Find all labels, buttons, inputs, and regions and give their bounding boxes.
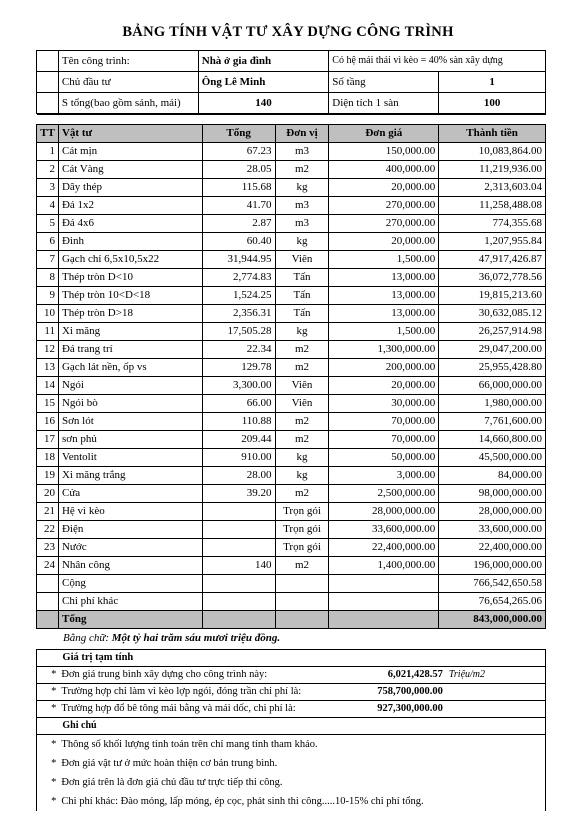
row-amount[interactable]: 1,207,955.84 — [439, 233, 546, 251]
floor-area-label: Diện tích 1 sàn — [329, 93, 439, 114]
row-price[interactable]: 270,000.00 — [329, 197, 439, 215]
row-item[interactable]: Xi măng trắng — [58, 467, 202, 485]
row-amount[interactable]: 28,000,000.00 — [439, 503, 546, 521]
other-costs-row — [37, 593, 546, 611]
row-price[interactable]: 400,000.00 — [329, 161, 439, 179]
row-item[interactable]: Cửa — [58, 485, 202, 503]
row-item[interactable]: Ventolit — [58, 449, 202, 467]
notes-lines — [37, 735, 546, 812]
row-number: 24 — [37, 557, 59, 575]
info-row-owner — [37, 72, 546, 93]
row-qty[interactable] — [202, 539, 275, 557]
row-qty[interactable]: 115.68 — [202, 179, 275, 197]
row-amount[interactable]: 25,955,428.80 — [439, 359, 546, 377]
row-price[interactable]: 150,000.00 — [329, 143, 439, 161]
row-amount[interactable]: 19,815,213.60 — [439, 287, 546, 305]
bullet-star: * — [37, 754, 59, 773]
estimate-text: Trường hợp chỉ làm vì kèo lợp ngói, đóng trần chi phí là: — [58, 684, 338, 701]
row-unit[interactable]: m3 — [275, 143, 329, 161]
row-item[interactable]: Gạch chỉ 6,5x10,5x22 — [58, 251, 202, 269]
row-amount[interactable]: 36,072,778.56 — [439, 269, 546, 287]
table-row — [37, 305, 546, 323]
row-unit[interactable]: m2 — [275, 413, 329, 431]
row-item[interactable]: Gạch lát nền, ốp vs — [58, 359, 202, 377]
row-price[interactable]: 28,000,000.00 — [329, 503, 439, 521]
page-title: BẢNG TÍNH VẬT TƯ XÂY DỰNG CÔNG TRÌNH — [122, 24, 454, 40]
row-number: 9 — [37, 287, 59, 305]
row-qty[interactable]: 39.20 — [202, 485, 275, 503]
bullet-star: * — [37, 701, 59, 718]
row-item[interactable]: Thép tròn D>18 — [58, 305, 202, 323]
table-row — [37, 323, 546, 341]
table-row — [37, 179, 546, 197]
table-row — [37, 251, 546, 269]
row-number: 17 — [37, 431, 59, 449]
col-qty: Tổng — [202, 125, 275, 143]
col-tt: TT — [37, 125, 59, 143]
row-item[interactable]: Đinh — [58, 233, 202, 251]
spacer-row — [37, 115, 546, 125]
row-qty[interactable] — [202, 503, 275, 521]
row-number: 13 — [37, 359, 59, 377]
notes-header — [37, 718, 546, 735]
row-price[interactable]: 2,500,000.00 — [329, 485, 439, 503]
row-item[interactable]: Điện — [58, 521, 202, 539]
row-unit[interactable]: Trọn gói — [275, 503, 329, 521]
note-text: Thông số khối lượng tính toán trên chỉ mang tính tham khảo. — [58, 735, 545, 755]
row-amount[interactable]: 98,000,000.00 — [439, 485, 546, 503]
row-number: 19 — [37, 467, 59, 485]
table-row — [37, 557, 546, 575]
bullet-star: * — [37, 773, 59, 792]
note-text: Đơn giá vật tư ở mức hoàn thiện cơ bản trung bình. — [58, 754, 545, 773]
row-price[interactable]: 70,000.00 — [329, 413, 439, 431]
project-name-value[interactable]: Nhà ở gia đình — [198, 51, 329, 72]
row-unit[interactable]: m2 — [275, 161, 329, 179]
table-row — [37, 467, 546, 485]
row-price[interactable]: 20,000.00 — [329, 179, 439, 197]
row-item[interactable]: Thép tròn D<10 — [58, 269, 202, 287]
row-unit[interactable]: Tấn — [275, 287, 329, 305]
row-item[interactable]: sơn phủ — [58, 431, 202, 449]
row-item[interactable]: Cát mịn — [58, 143, 202, 161]
table-row — [37, 161, 546, 179]
row-amount[interactable]: 30,632,085.12 — [439, 305, 546, 323]
row-number: 12 — [37, 341, 59, 359]
table-row — [37, 521, 546, 539]
row-number: 5 — [37, 215, 59, 233]
words-value: Một tỷ hai trăm sáu mươi triệu đồng. — [111, 632, 281, 644]
row-qty[interactable] — [202, 521, 275, 539]
row-price[interactable]: 13,000.00 — [329, 287, 439, 305]
table-row — [37, 485, 546, 503]
total-area-value[interactable]: 140 — [198, 93, 329, 114]
row-qty[interactable]: 28.05 — [202, 161, 275, 179]
project-name-label: Tên công trình: — [58, 51, 198, 72]
row-item[interactable]: Ngói bò — [58, 395, 202, 413]
row-price[interactable]: 270,000.00 — [329, 215, 439, 233]
row-number: 15 — [37, 395, 59, 413]
owner-value[interactable]: Ông Lê Minh — [198, 72, 329, 93]
estimate-line — [37, 667, 546, 684]
row-price[interactable]: 20,000.00 — [329, 377, 439, 395]
row-number: 22 — [37, 521, 59, 539]
col-item: Vật tư — [58, 125, 202, 143]
table-row — [37, 377, 546, 395]
info-row-project — [37, 51, 546, 72]
row-amount[interactable]: 196,000,000.00 — [439, 557, 546, 575]
row-amount[interactable]: 11,258,488.08 — [439, 197, 546, 215]
row-amount[interactable]: 84,000.00 — [439, 467, 546, 485]
row-item[interactable]: Sơn lót — [58, 413, 202, 431]
row-number: 16 — [37, 413, 59, 431]
row-qty[interactable]: 66.00 — [202, 395, 275, 413]
info-row-area — [37, 93, 546, 114]
row-amount[interactable]: 10,083,864.00 — [439, 143, 546, 161]
row-amount[interactable]: 2,313,603.04 — [439, 179, 546, 197]
row-price[interactable]: 13,000.00 — [329, 269, 439, 287]
estimate-text: Trường hợp đổ bê tông mái bằng và mái dốc, chi phí là: — [58, 701, 338, 718]
row-amount[interactable]: 26,257,914.98 — [439, 323, 546, 341]
row-qty[interactable]: 129.78 — [202, 359, 275, 377]
amount-in-words — [63, 632, 280, 644]
row-qty[interactable]: 17,505.28 — [202, 323, 275, 341]
row-price[interactable]: 1,500.00 — [329, 323, 439, 341]
row-number: 11 — [37, 323, 59, 341]
row-unit[interactable]: m2 — [275, 431, 329, 449]
row-qty[interactable]: 110.88 — [202, 413, 275, 431]
row-item[interactable]: Thép tròn 10<D<18 — [58, 287, 202, 305]
row-unit[interactable]: m2 — [275, 359, 329, 377]
row-price[interactable]: 200,000.00 — [329, 359, 439, 377]
table-row — [37, 359, 546, 377]
floors-label: Số tầng — [329, 72, 439, 93]
row-item[interactable]: Cát Vàng — [58, 161, 202, 179]
row-number: 18 — [37, 449, 59, 467]
row-item[interactable]: Dây thép — [58, 179, 202, 197]
row-amount[interactable]: 14,660,800.00 — [439, 431, 546, 449]
row-unit[interactable]: Trọn gói — [275, 539, 329, 557]
total-area-label: S tổng(bao gồm sảnh, mái) — [58, 93, 198, 114]
row-item[interactable]: Đá 4x6 — [58, 215, 202, 233]
row-qty[interactable]: 910.00 — [202, 449, 275, 467]
row-item[interactable]: Hệ vì kèo — [58, 503, 202, 521]
bullet-star: * — [37, 792, 59, 811]
estimate-lines — [37, 667, 546, 718]
row-unit[interactable]: m2 — [275, 341, 329, 359]
other-costs-value[interactable]: 76,654,265.06 — [439, 593, 546, 611]
row-qty[interactable]: 67.23 — [202, 143, 275, 161]
bullet-star: * — [37, 735, 59, 755]
subtotal-value[interactable]: 766,542,650.58 — [439, 575, 546, 593]
table-row — [37, 431, 546, 449]
table-row — [37, 413, 546, 431]
subtotal-row — [37, 575, 546, 593]
row-number: 6 — [37, 233, 59, 251]
owner-label: Chủ đầu tư — [58, 72, 198, 93]
estimate-text: Đơn giá trung bình xây dựng cho công trình này: — [58, 667, 338, 684]
table-row — [37, 503, 546, 521]
table-row — [37, 143, 546, 161]
note-line — [37, 735, 546, 755]
row-price[interactable]: 3,000.00 — [329, 467, 439, 485]
row-number: 7 — [37, 251, 59, 269]
notes-title: Ghi chú — [58, 718, 545, 735]
estimate-unit — [446, 684, 546, 701]
row-amount[interactable]: 7,761,600.00 — [439, 413, 546, 431]
row-qty[interactable]: 41.70 — [202, 197, 275, 215]
row-unit[interactable]: m2 — [275, 485, 329, 503]
table-row — [37, 197, 546, 215]
row-qty[interactable]: 22.34 — [202, 341, 275, 359]
row-number: 3 — [37, 179, 59, 197]
row-qty[interactable]: 2.87 — [202, 215, 275, 233]
row-price[interactable]: 1,400,000.00 — [329, 557, 439, 575]
row-qty[interactable]: 3,300.00 — [202, 377, 275, 395]
row-qty[interactable]: 1,524.25 — [202, 287, 275, 305]
estimate-notes-table — [36, 649, 546, 811]
row-qty[interactable]: 2,356.31 — [202, 305, 275, 323]
note-line — [37, 773, 546, 792]
roof-note[interactable]: Có hệ mái thái vì kèo = 40% sàn xây dựng — [329, 51, 546, 72]
row-unit[interactable]: kg — [275, 467, 329, 485]
row-number: 14 — [37, 377, 59, 395]
estimate-value[interactable]: 6,021,428.57 — [338, 667, 446, 684]
row-unit[interactable]: kg — [275, 323, 329, 341]
row-unit[interactable]: m3 — [275, 197, 329, 215]
row-unit[interactable]: kg — [275, 179, 329, 197]
row-unit[interactable]: kg — [275, 233, 329, 251]
col-amount: Thành tiền — [439, 125, 546, 143]
note-line — [37, 792, 546, 811]
estimate-line — [37, 701, 546, 718]
other-costs-label: Chi phí khác — [58, 593, 202, 611]
row-qty[interactable]: 60.40 — [202, 233, 275, 251]
total-value[interactable]: 843,000,000.00 — [439, 611, 546, 629]
table-row — [37, 215, 546, 233]
note-text: Đơn giá trên là đơn giá chủ đầu tư trực tiếp thi công. — [58, 773, 545, 792]
row-number: 21 — [37, 503, 59, 521]
estimate-header — [37, 650, 546, 667]
row-unit[interactable]: m3 — [275, 215, 329, 233]
row-amount[interactable]: 47,917,426.87 — [439, 251, 546, 269]
table-row — [37, 395, 546, 413]
row-number: 1 — [37, 143, 59, 161]
row-price[interactable]: 20,000.00 — [329, 233, 439, 251]
materials-table — [36, 114, 546, 629]
estimate-value[interactable]: 927,300,000.00 — [338, 701, 446, 718]
total-row — [37, 611, 546, 629]
row-number: 2 — [37, 161, 59, 179]
row-amount[interactable]: 1,980,000.00 — [439, 395, 546, 413]
table-row — [37, 341, 546, 359]
floors-value[interactable]: 1 — [439, 72, 546, 93]
table-row — [37, 539, 546, 557]
row-qty[interactable]: 209.44 — [202, 431, 275, 449]
bullet-star: * — [37, 667, 59, 684]
row-unit[interactable]: Viên — [275, 377, 329, 395]
row-number: 8 — [37, 269, 59, 287]
materials-rows — [37, 143, 546, 575]
row-number: 4 — [37, 197, 59, 215]
row-amount[interactable]: 66,000,000.00 — [439, 377, 546, 395]
row-item[interactable]: Nhân công — [58, 557, 202, 575]
row-price[interactable]: 50,000.00 — [329, 449, 439, 467]
subtotal-label: Cộng — [58, 575, 202, 593]
row-price[interactable]: 1,300,000.00 — [329, 341, 439, 359]
row-qty[interactable]: 140 — [202, 557, 275, 575]
table-row — [37, 287, 546, 305]
row-qty[interactable]: 2,774.83 — [202, 269, 275, 287]
row-qty[interactable]: 28.00 — [202, 467, 275, 485]
row-unit[interactable]: Trọn gói — [275, 521, 329, 539]
row-number: 10 — [37, 305, 59, 323]
row-amount[interactable]: 45,500,000.00 — [439, 449, 546, 467]
row-item[interactable]: Xi măng — [58, 323, 202, 341]
row-number: 20 — [37, 485, 59, 503]
row-item[interactable]: Đá trang trí — [58, 341, 202, 359]
row-qty[interactable]: 31,944.95 — [202, 251, 275, 269]
row-price[interactable]: 33,600,000.00 — [329, 521, 439, 539]
bullet-star: * — [37, 684, 59, 701]
row-price[interactable]: 1,500.00 — [329, 251, 439, 269]
row-unit[interactable]: m2 — [275, 557, 329, 575]
row-unit[interactable]: Tấn — [275, 269, 329, 287]
row-amount[interactable]: 11,219,936.00 — [439, 161, 546, 179]
estimate-value[interactable]: 758,700,000.00 — [338, 684, 446, 701]
row-price[interactable]: 13,000.00 — [329, 305, 439, 323]
row-item[interactable]: Nước — [58, 539, 202, 557]
row-number: 23 — [37, 539, 59, 557]
estimate-title: Giá trị tạm tính — [58, 650, 545, 667]
row-price[interactable]: 22,400,000.00 — [329, 539, 439, 557]
words-label: Bằng chữ: — [63, 632, 110, 644]
row-amount[interactable]: 33,600,000.00 — [439, 521, 546, 539]
table-header — [37, 125, 546, 143]
row-unit[interactable]: Viên — [275, 395, 329, 413]
row-amount[interactable]: 22,400,000.00 — [439, 539, 546, 557]
row-price[interactable]: 30,000.00 — [329, 395, 439, 413]
row-unit[interactable]: Viên — [275, 251, 329, 269]
table-row — [37, 269, 546, 287]
floor-area-value[interactable]: 100 — [439, 93, 546, 114]
estimate-unit: Triệu/m2 — [446, 667, 546, 684]
row-unit[interactable]: Tấn — [275, 305, 329, 323]
row-price[interactable]: 70,000.00 — [329, 431, 439, 449]
estimate-line — [37, 684, 546, 701]
col-unit: Đơn vị — [275, 125, 329, 143]
project-info-table — [36, 50, 546, 114]
table-row — [37, 233, 546, 251]
estimate-unit — [446, 701, 546, 718]
total-label: Tổng — [58, 611, 202, 629]
table-row — [37, 449, 546, 467]
col-price: Đơn giá — [329, 125, 439, 143]
row-amount[interactable]: 29,047,200.00 — [439, 341, 546, 359]
row-unit[interactable]: kg — [275, 449, 329, 467]
row-amount[interactable]: 774,355.68 — [439, 215, 546, 233]
row-item[interactable]: Ngói — [58, 377, 202, 395]
note-text: Chi phí khác: Đào móng, lấp móng, ép cọc, phát sinh thi công.....10-15% chi phí tổng. — [58, 792, 545, 811]
note-line — [37, 754, 546, 773]
row-item[interactable]: Đá 1x2 — [58, 197, 202, 215]
